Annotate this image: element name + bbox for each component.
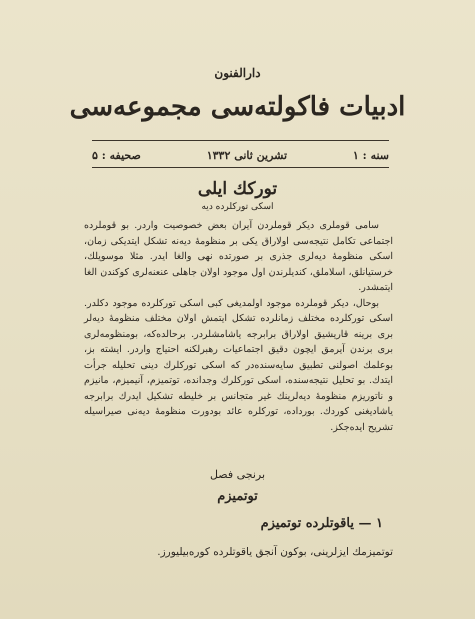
header-bottom-rule — [92, 167, 389, 168]
article-title: توركك ايلى — [197, 179, 278, 199]
section-heading: توتميزم — [217, 489, 258, 504]
paragraph: بوحال، ديكر قوملرده موجود اولمديغى كبى اسكى توركلرده موجود دكلدر. اسكى توركلرده مختلف زمانلرده تشكل ايتمش اولان مختلف منظومهٔ ديه‌لر برى برينه قاريشيق اولاراق برابرجه ياشامشلردر. برحالده‌كه، بومنظومه‌لرى برى برندن آيرمق ايچون دقيق اجتماعيات رهبرلكنه احتياج واردر. ايشته بز، بوعلمك اصولنى تطبيق سايه‌سنده‌در كه اسكى توركلرك دينى تحليله جرأت ايتدك. بو تحليل نتيجه‌سنده، اسكى توركلرك وجدانده، توتميزم، آنيميزم، مانيزم و ناتوريزم منظومهٔ ديه‌لرينك غير متجانس بر خليطه تشكيل ايدرك برابرجه ياشاديغنى كوردك. بورداده، توركلره عائد بودورت منظومهٔ ديه‌نى صيراسيله تشريح ايده‌جكز. — [84, 297, 393, 433]
header-top-rule — [92, 140, 389, 141]
issue-year: سنه : ۱ — [352, 148, 389, 162]
article-subtitle: اسكى توركلرده ديه — [201, 202, 274, 212]
journal-title: ادبيات فاكولته‌سى مجموعه‌سى — [69, 92, 406, 122]
issue-date: تشرين ثانى ۱۳۳۲ — [206, 148, 288, 162]
paragraph: سامى قوملرى ديكر قوملردن آيران بعض خصوصيت واردر. بو قوملرده اجتماعى تكامل نتيجه‌سى اولاراق يكى بر منظومهٔ ديه‌نه تشكل ايتديكى زمان، اسكى منظومهٔ ديه‌لرى جذرى بر صورتده نهى والغا ايدر. مثلا موسويلك، خرستيانلق، اسلاملق، كنديلرندن اول موجود اولان جاهلى عنعنه‌لرى كوكندن الغا ايتمشدر. — [84, 220, 393, 293]
article-body — [84, 218, 393, 435]
issue-page: صحيفه : ۵ — [92, 148, 141, 162]
closing-line: توتميزمك ايزلرينى، بوكون آنجق ياقوتلرده كوره‌بيليورز. — [157, 546, 393, 558]
chapter-heading: برنجى فصل — [209, 468, 266, 481]
subsection-heading: ١ — ياقوتلرده توتميزم — [260, 516, 383, 531]
institution-name: دارالفنون — [214, 66, 261, 80]
issue-line — [92, 146, 389, 164]
